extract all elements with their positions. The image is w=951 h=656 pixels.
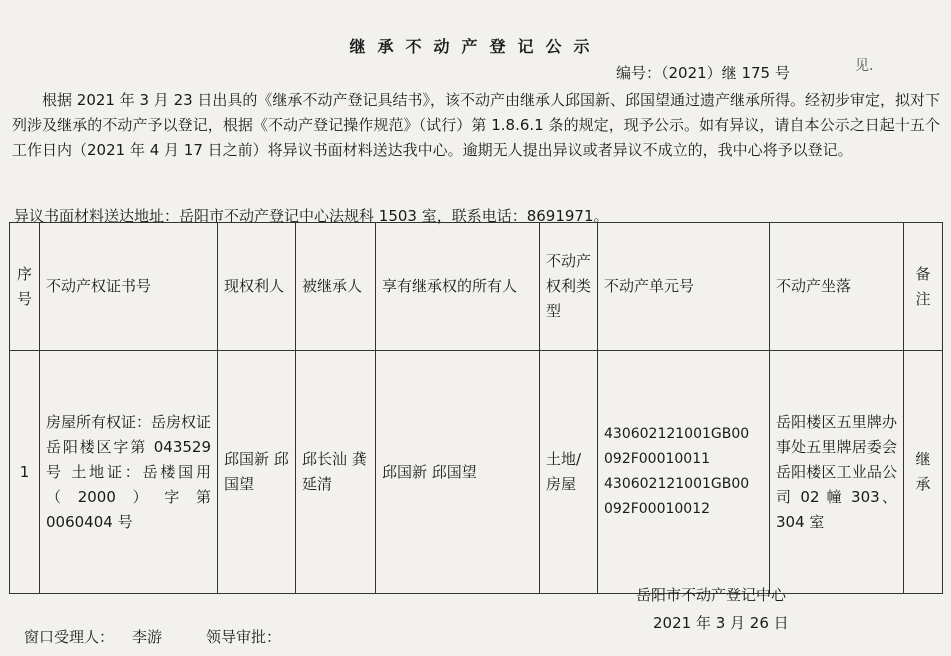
receiver-name: 李游 [132,628,163,646]
unit-no-1b: 092F00010011 [604,451,711,467]
cell-location: 岳阳楼区五里牌办事处五里牌居委会岳阳楼区工业品公司 02 幢 303、304 室 [770,351,904,594]
cell-cert: 房屋所有权证：岳房权证岳阳楼区字第 043529 号 土地证：岳楼国用（2000）字第 0060404 号 [40,351,218,594]
footer-signatures [24,626,299,647]
header-seq: 序号 [10,223,40,351]
table-header-row [10,223,943,351]
header-remark: 备注 [904,223,943,351]
cell-remark: 继承 [904,351,943,594]
property-table [9,222,943,594]
receiver-label: 窗口受理人： [24,628,115,646]
unit-no-2a: 430602121001GB00 [604,476,750,492]
table-row [10,351,943,594]
header-right-type: 不动产权利类型 [540,223,598,351]
approver-label: 领导审批： [206,628,282,646]
notice-paragraph: 根据 2021 年 3 月 23 日出具的《继承不动产登记具结书》，该不动产由继承人邱国新、邱国望通过遗产继承所得。经初步审定，拟对下列涉及继承的不动产予以登记，根据《不动产登记操作规范》（试行）第 1.8.6.1 条的规定，现予公示。如有异议，请自本公示之日起十五个工作日内（2021 年 4 月 17 日之前）将异议书面材料送达我中心。逾期无人提出异议或者异议不成立的，我中心将予以登记。 [12,91,940,159]
cell-right-type: 土地/房屋 [540,351,598,594]
header-heirs: 享有继承权的所有人 [376,223,540,351]
cell-seq: 1 [10,351,40,594]
header-cert: 不动产权证书号 [40,223,218,351]
unit-no-1a: 430602121001GB00 [604,426,750,442]
header-location: 不动产坐落 [770,223,904,351]
cell-decedent: 邱长汕 龚延清 [296,351,376,594]
header-holder: 现权利人 [218,223,296,351]
footer-date: 2021 年 3 月 26 日 [653,614,789,632]
unit-no-2b: 092F00010012 [604,501,711,517]
footer-organization: 岳阳市不动产登记中心 [636,586,787,604]
cell-holder: 邱国新 邱国望 [218,351,296,594]
objection-address: 异议书面材料送达地址：岳阳市不动产登记中心法规科 1503 室，联系电话：8691971。 [14,207,609,225]
cell-unit-no [598,351,770,594]
header-decedent: 被继承人 [296,223,376,351]
margin-mark: 见. [855,58,874,74]
page-title: 继承不动产登记公示 [349,37,602,56]
notice-body [12,88,940,163]
cell-heirs: 邱国新 邱国望 [376,351,540,594]
document-number: 编号：（2021）继 175 号 [616,64,790,82]
header-unit-no: 不动产单元号 [598,223,770,351]
